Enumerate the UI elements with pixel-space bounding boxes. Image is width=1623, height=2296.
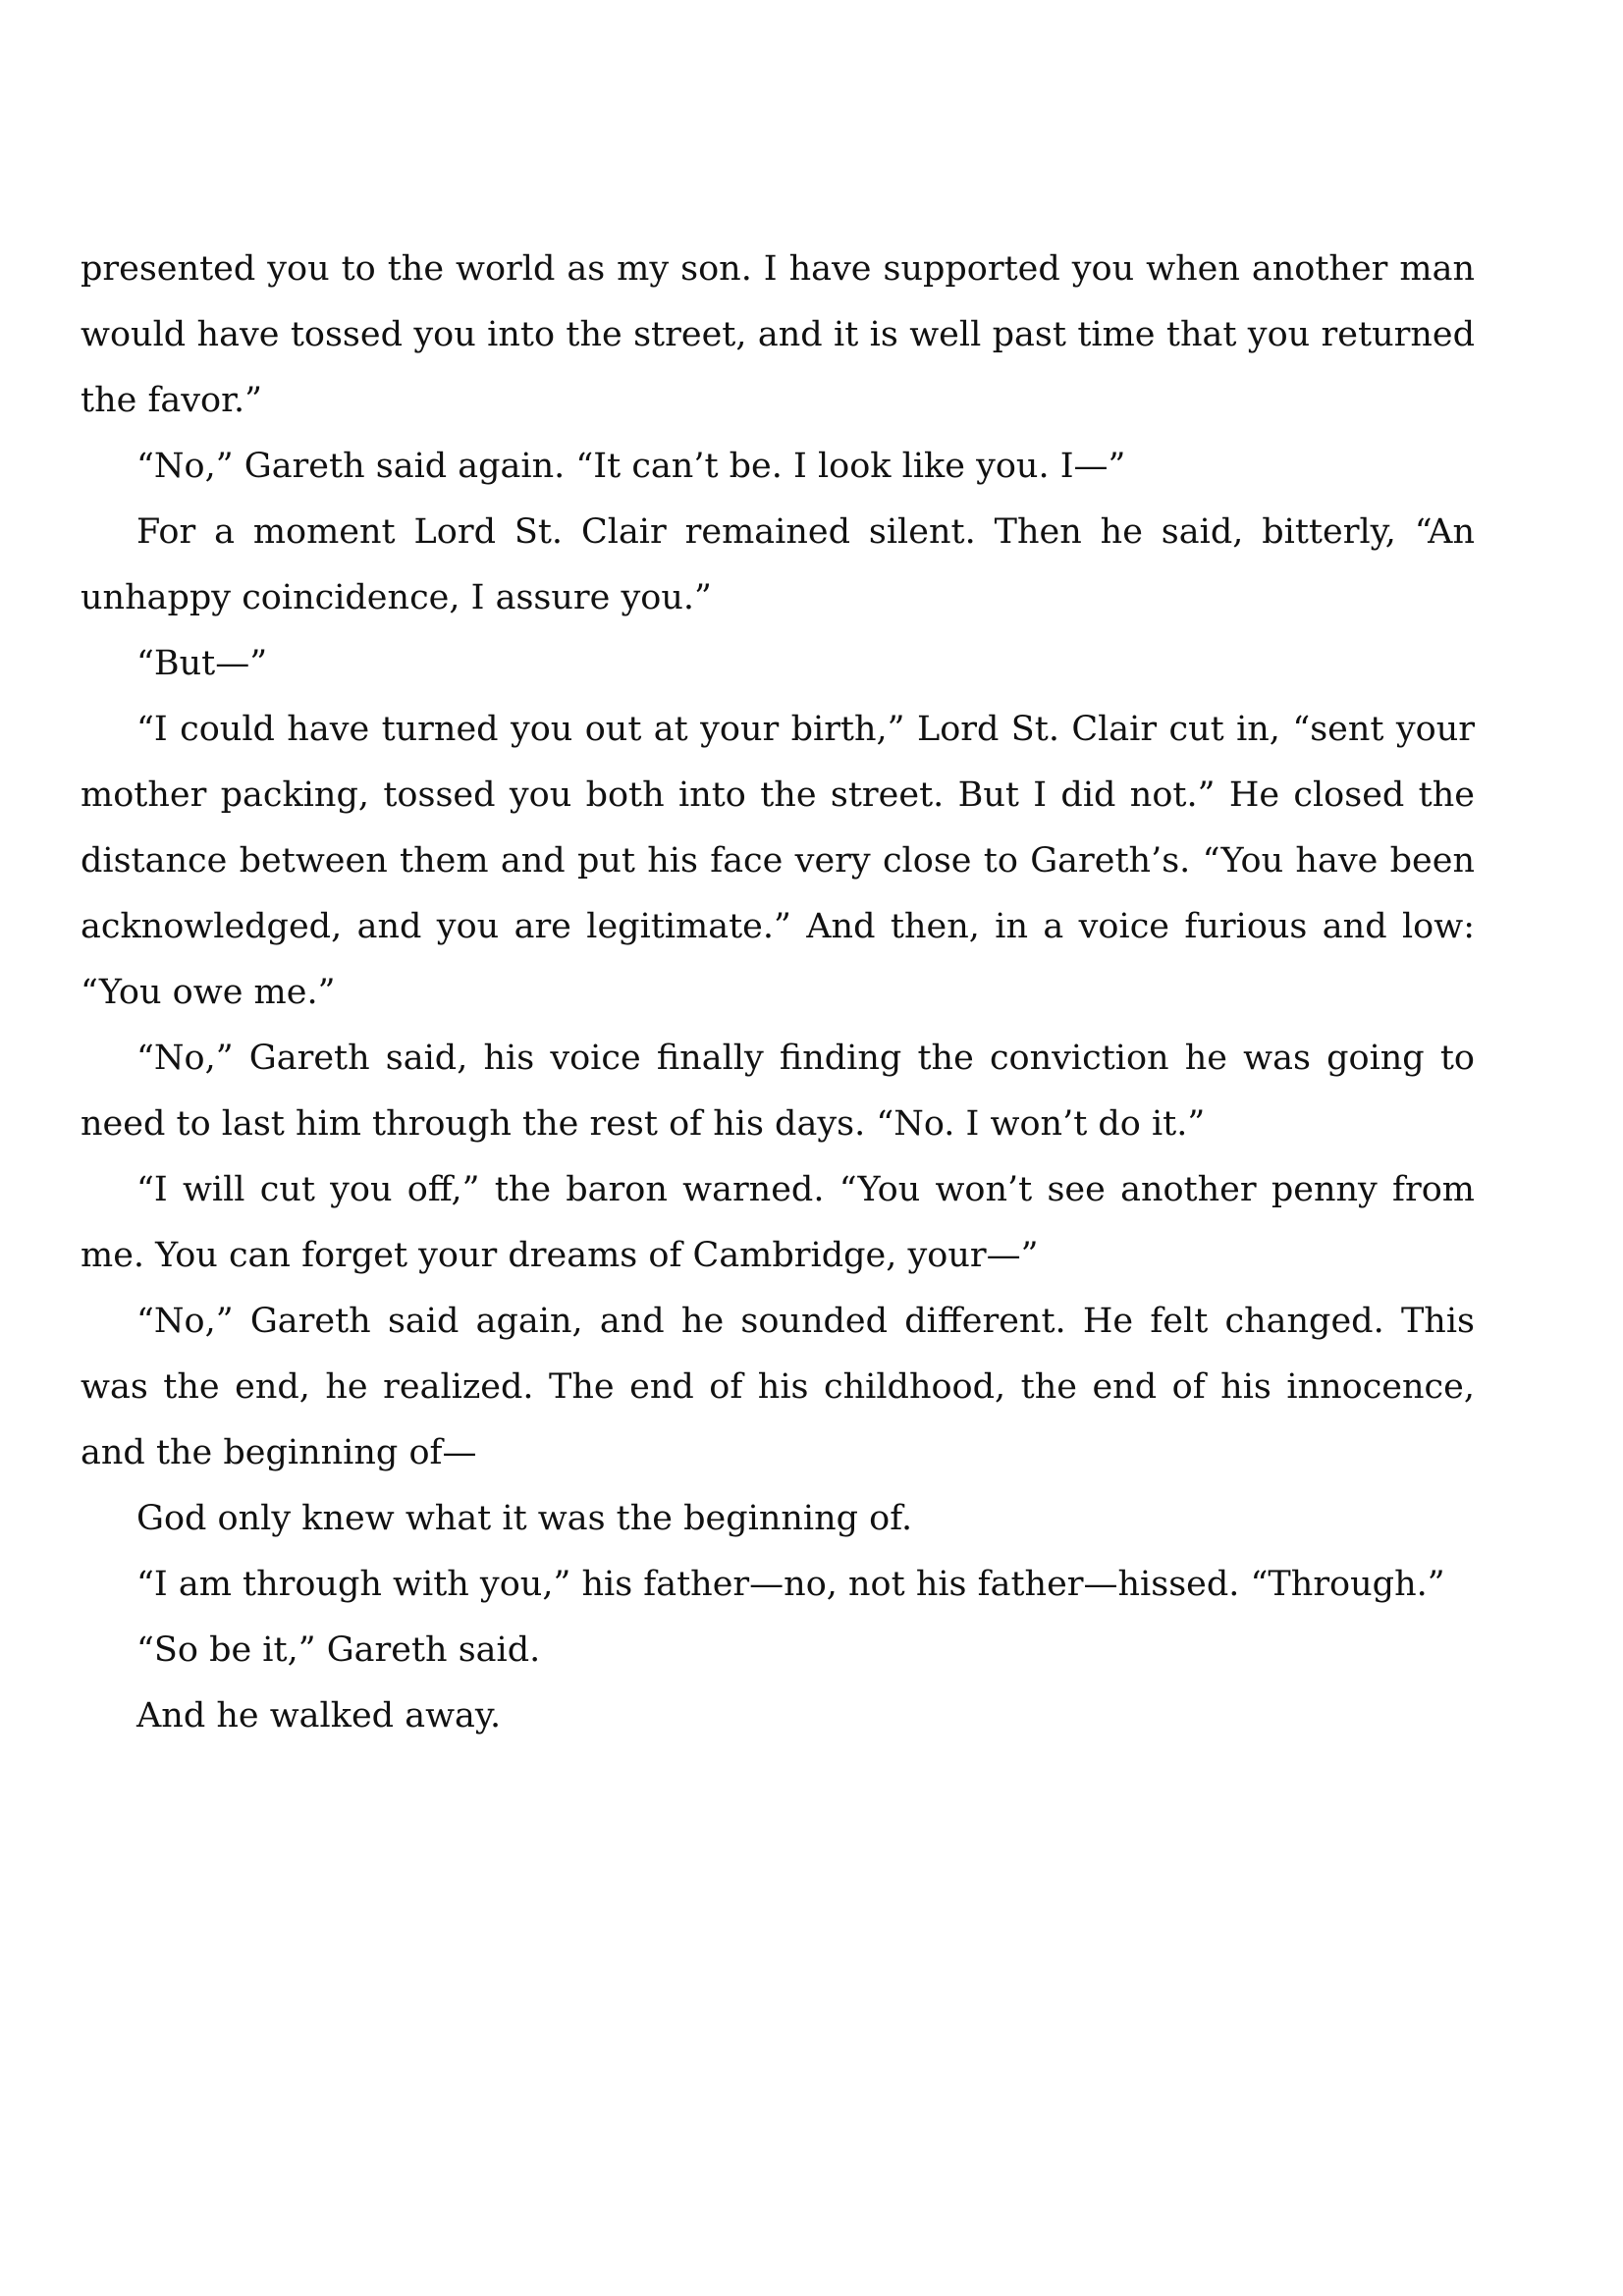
- paragraph-7: “I will cut you off,” the baron warned. “You won’t see another penny from me. You can forget your dreams of Cambridge, your—”: [81, 1170, 1475, 1275]
- paragraph-1: presented you to the world as my son. I have supported you when another man would have tossed you into the street, and it is well past time that you returned the favor.”: [81, 249, 1475, 420]
- paragraph-3: For a moment Lord St. Clair remained silent. Then he said, bitterly, “An unhappy coincidence, I assure you.”: [81, 512, 1475, 617]
- paragraph-10: “I am through with you,” his father—no, not his father—hissed. “Through.”: [136, 1565, 1445, 1604]
- paragraph-9: God only knew what it was the beginning of.: [136, 1499, 913, 1538]
- paragraph-2: “No,” Gareth said again. “It can’t be. I look like you. I—”: [136, 447, 1126, 486]
- paragraph-4: “But—”: [136, 644, 268, 683]
- paragraph-8: “No,” Gareth said again, and he sounded different. He felt changed. This was the end, he realized. The end of his childhood, the end of his innocence, and the beginning of—: [81, 1302, 1475, 1472]
- body-text: [81, 237, 1475, 1749]
- paragraph-6: “No,” Gareth said, his voice finally finding the conviction he was going to need to last him through the rest of his days. “No. I won’t do it.”: [81, 1039, 1475, 1144]
- paragraph-12: And he walked away.: [136, 1696, 502, 1735]
- paragraph-5: “I could have turned you out at your birth,” Lord St. Clair cut in, “sent your mother packing, tossed you both into the street. But I did not.” He closed the distance between them and put his face very close to Gareth’s. “You have been acknowledged, and you are legitimate.” And then, in a voice furious and low: “You owe me.”: [81, 710, 1475, 1012]
- paragraph-11: “So be it,” Gareth said.: [136, 1630, 541, 1670]
